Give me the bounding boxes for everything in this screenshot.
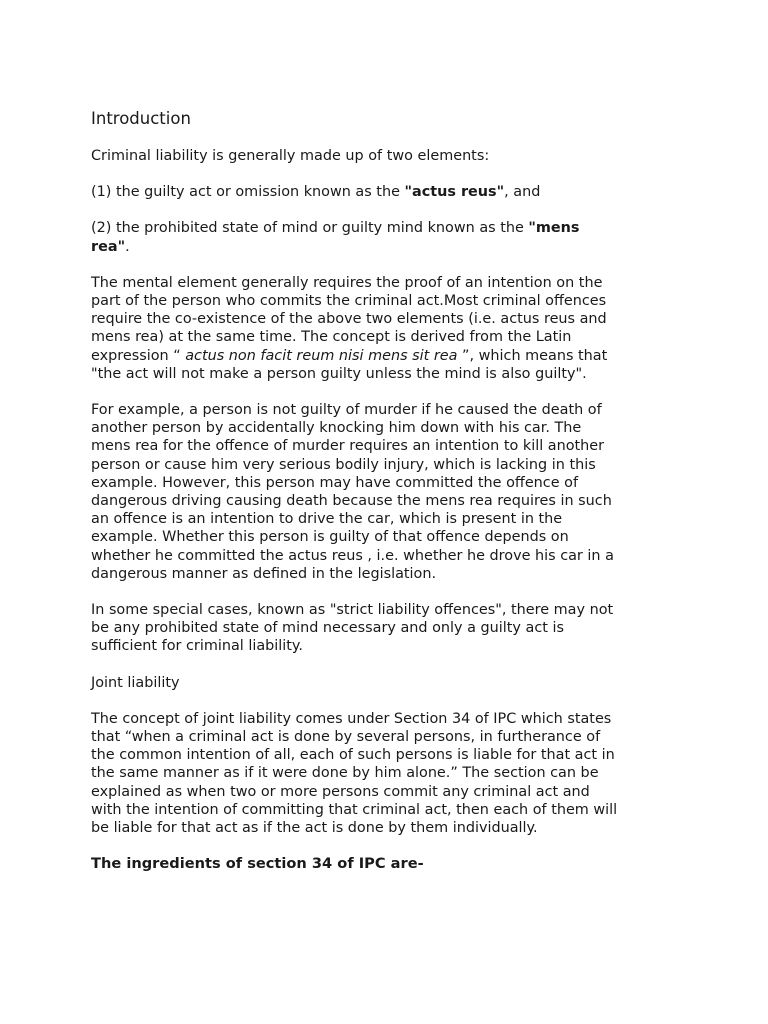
mental-element-suffix: ”, which means that "the act will not make a person guilty unless the mind is also guilty". [91,347,608,382]
paragraph-mental-element [91,274,621,383]
subheading-ingredients: The ingredients of section 34 of IPC are- [91,855,424,873]
element-1-text: (1) the guilty act or omission known as the [91,184,405,201]
paragraph-element-1 [91,183,621,201]
document-body [91,108,621,874]
paragraph-joint-liability: The concept of joint liability comes under Section 34 of IPC which states that “when a criminal act is done by several persons, in furtherance of the common intention of all, each of such persons is liable for that act in the same manner as if it were done by him alone.” The section can be explained as when two or more persons commit any criminal act and with the intention of committing that criminal act, then each of them will be liable for that act as if the act is done by them individually. [91,710,618,837]
term-mens-rea: "mens rea" [91,220,580,255]
mental-element-text: The mental element generally requires the proof of an intention on the part of the person who commits the criminal act.Most criminal offences require the co-existence of the above two elements (i.e. actus reus and mens rea) at the same time. The concept is derived from the Latin expression “ [91,274,607,364]
section-heading-introduction: Introduction [91,109,191,128]
element-1-suffix: , and [504,184,541,201]
term-actus-reus: "actus reus" [404,184,505,201]
latin-expression: actus non facit reum nisi mens sit rea [185,347,458,364]
subheading-joint-liability: Joint liability [91,674,180,691]
paragraph-strict-liability: In some special cases, known as "strict liability offences", there may not be any prohibited state of mind necessary and only a guilty act is sufficient for criminal liability. [91,602,614,655]
paragraph-example: For example, a person is not guilty of murder if he caused the death of another person by accidentally knocking him down with his car. The mens rea for the offence of murder requires an intention to kill another person or cause him very serious bodily injury, which is lacking in this example. However, this person may have committed the offence of dangerous driving causing death because the mens rea requires in such an offence is an intention to drive the car, which is present in the example. Whether this person is guilty of that offence depends on whether he committed the actus reus , i.e. whether he drove his car in a dangerous manner as defined in the legislation. [91,402,614,582]
paragraph-intro: Criminal liability is generally made up of two elements: [91,148,490,164]
paragraph-element-2 [91,219,621,255]
element-2-text: (2) the prohibited state of mind or guilty mind known as the [91,220,529,237]
element-2-suffix: . [125,238,130,255]
